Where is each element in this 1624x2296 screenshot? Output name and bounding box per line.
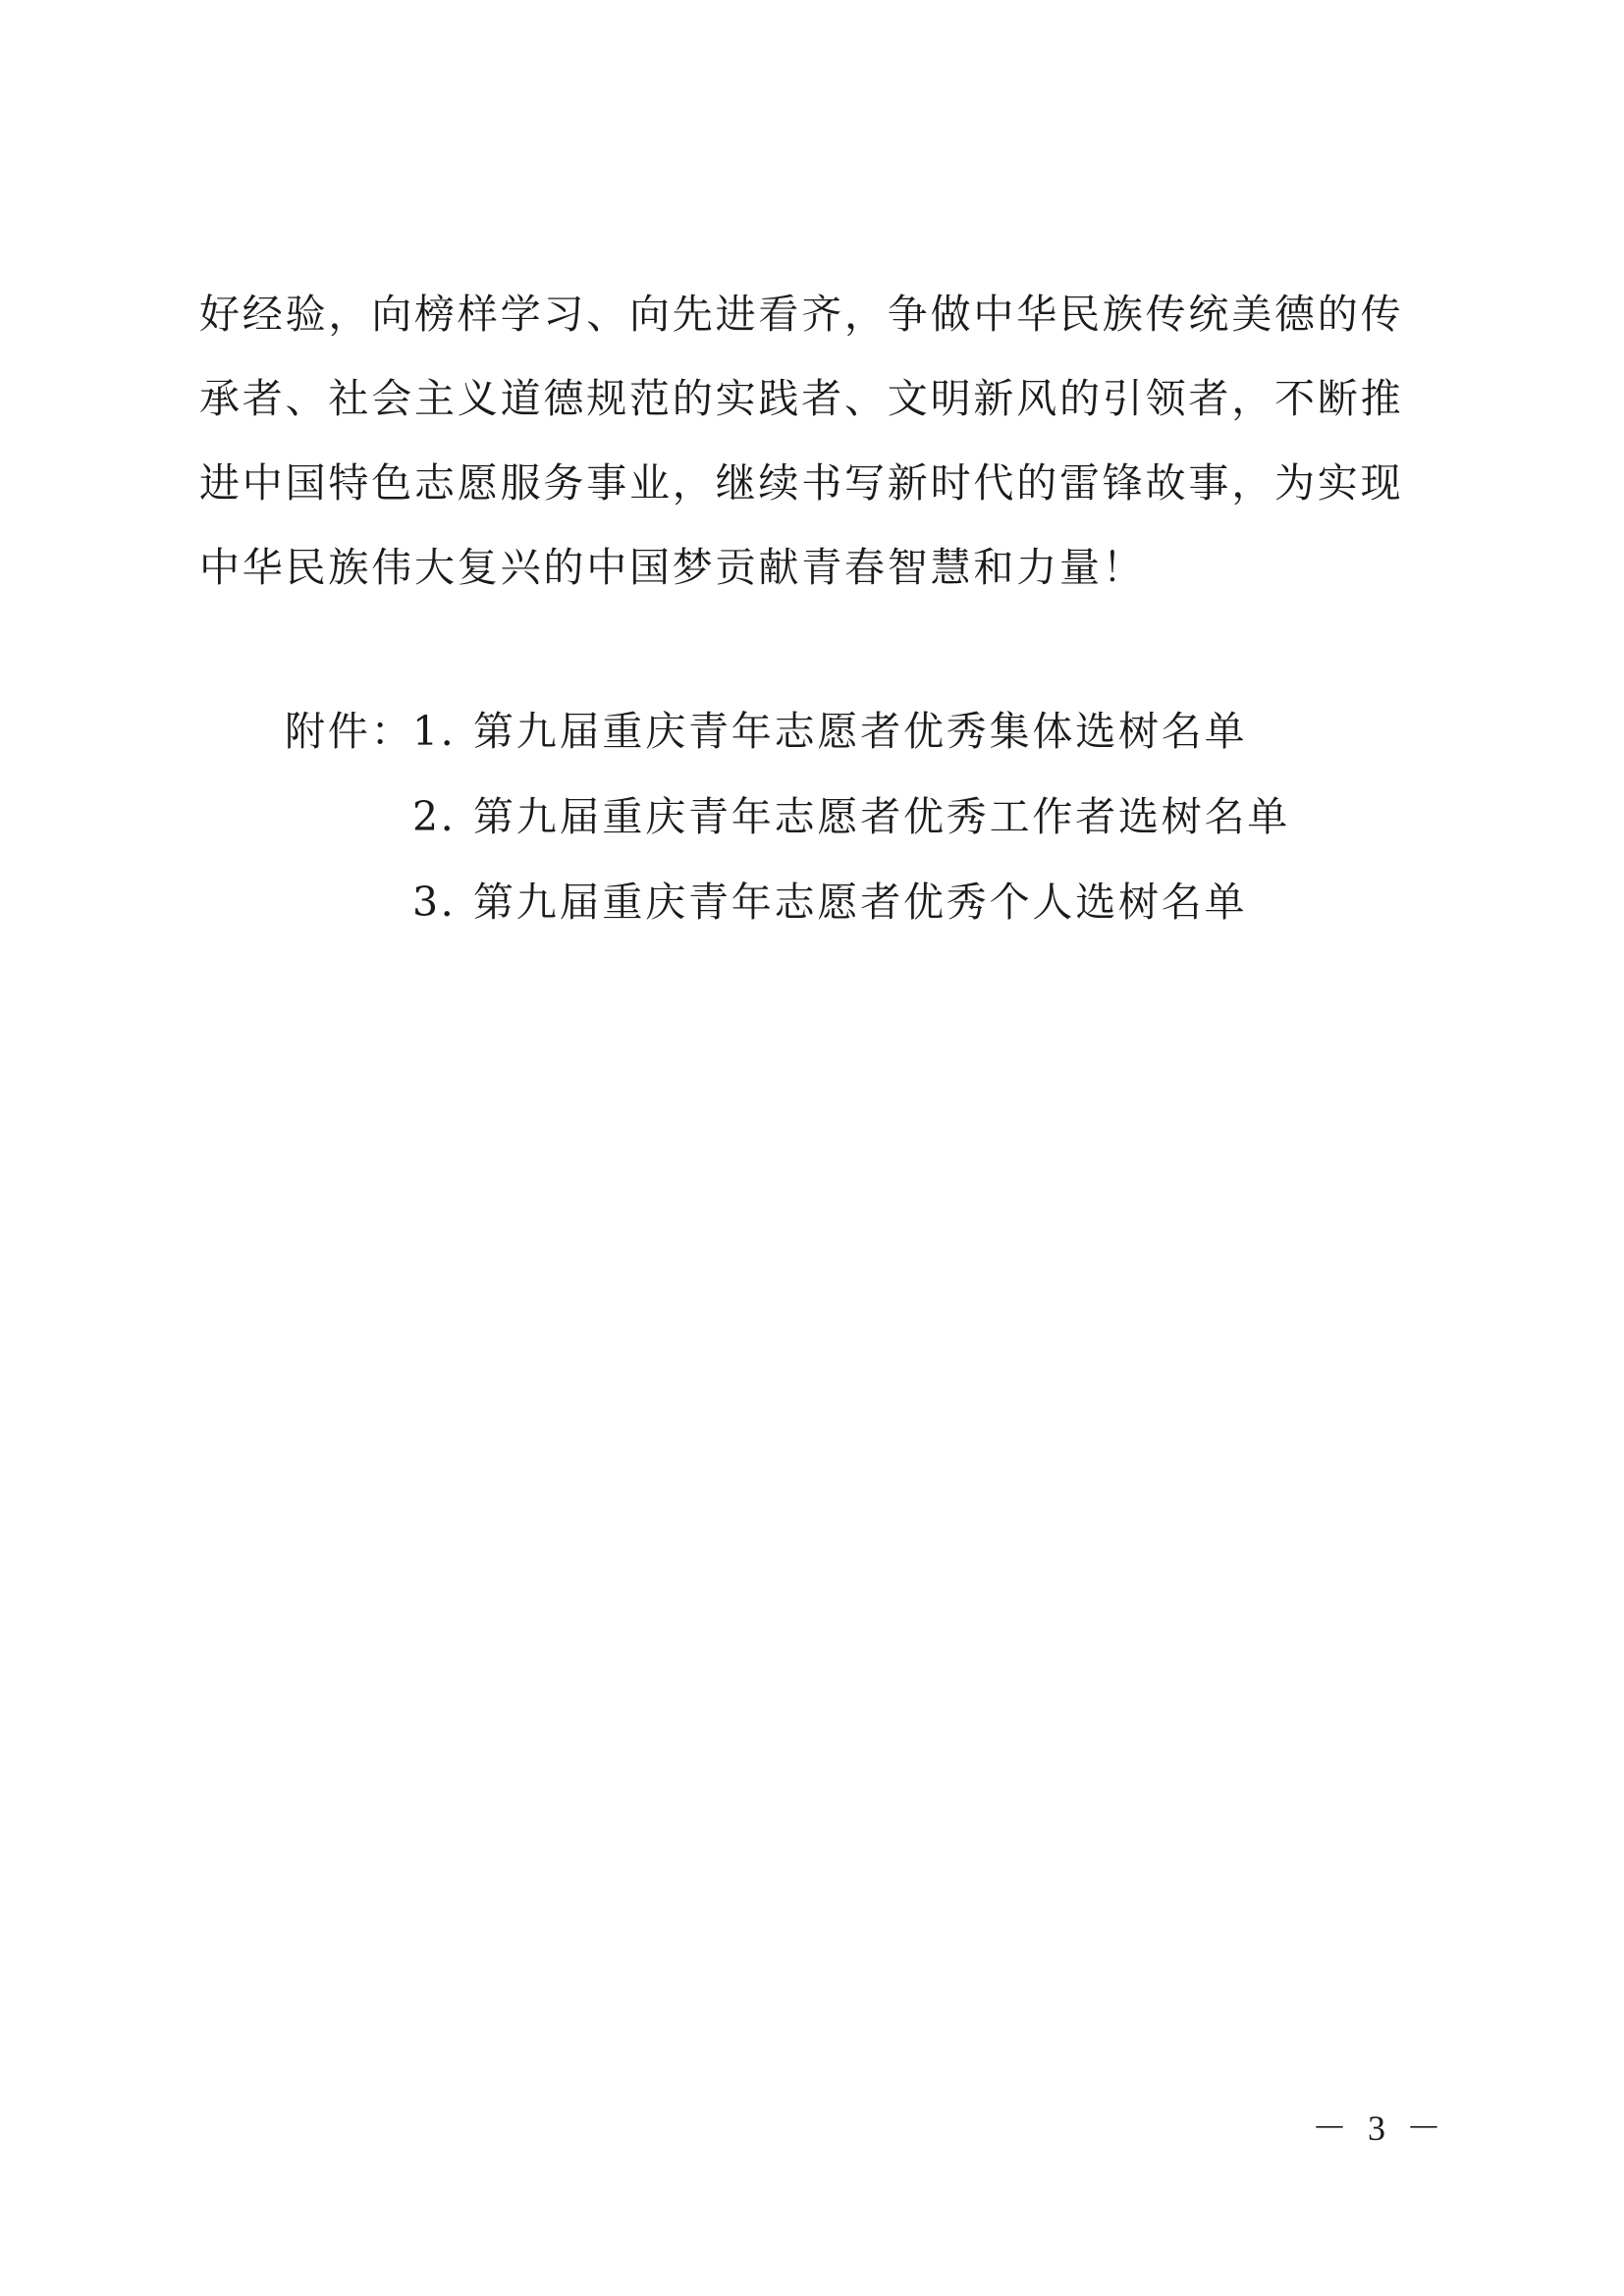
attachments-list — [285, 708, 1365, 968]
attachment-number: 3． — [412, 879, 484, 926]
attachment-indent — [285, 882, 412, 923]
body-line-3: 进中国特色志愿服务事业，继续书写新时代的雷锋故事，为实现 — [199, 459, 1404, 507]
page-number: － 3 － — [1311, 2109, 1447, 2148]
attachment-title: 第九届重庆青年志愿者优秀工作者选树名单 — [473, 793, 1291, 840]
attachment-number: 1． — [412, 708, 484, 755]
attachment-item-2 — [285, 793, 1365, 840]
body-line-1: 好经验，向榜样学习、向先进看齐，争做中华民族传统美德的传 — [199, 291, 1404, 338]
body-line-2: 承者、社会主义道德规范的实践者、文明新风的引领者，不断推 — [199, 375, 1404, 422]
attachment-title: 第九届重庆青年志愿者优秀个人选树名单 — [473, 879, 1248, 926]
body-line-4: 中华民族伟大复兴的中国梦贡献青春智慧和力量！ — [199, 544, 1146, 591]
attachment-item-3 — [285, 879, 1365, 926]
attachments-label: 附件： — [285, 708, 414, 755]
attachment-indent — [285, 797, 412, 837]
attachment-title: 第九届重庆青年志愿者优秀集体选树名单 — [473, 708, 1248, 755]
body-paragraph — [199, 291, 1436, 632]
attachment-number: 2． — [412, 793, 484, 840]
attachment-item-1 — [285, 708, 1365, 755]
